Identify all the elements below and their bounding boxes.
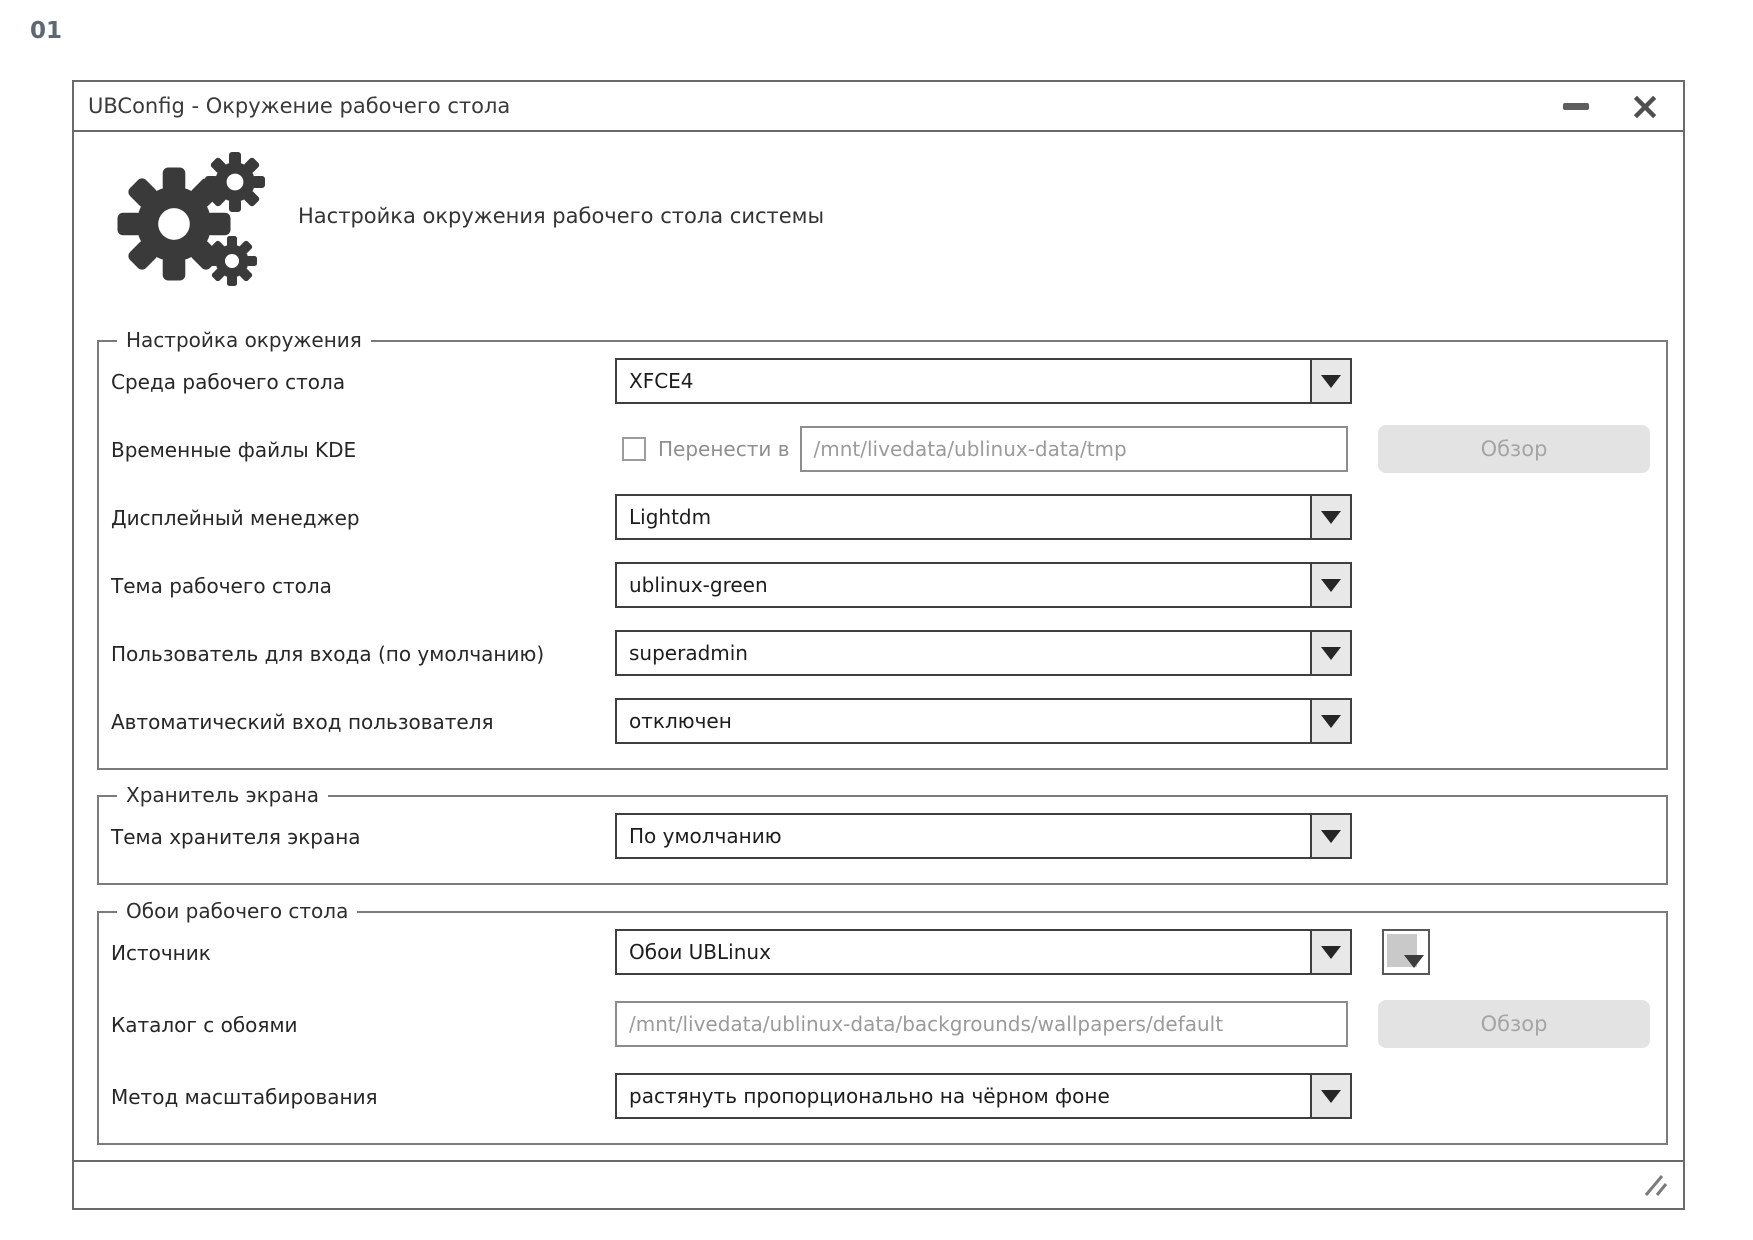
row-login-user — [111, 630, 1650, 676]
row-desktop-theme — [111, 562, 1650, 608]
minimize-icon[interactable] — [1563, 103, 1589, 110]
screensaver-theme-select[interactable] — [615, 813, 1352, 859]
row-display-manager — [111, 494, 1650, 540]
figure-number: 01 — [30, 18, 63, 44]
group-wallpaper-title: Обои рабочего стола — [117, 899, 357, 923]
kde-temp-files-label: Временные файлы KDE — [111, 438, 357, 462]
statusbar — [74, 1160, 1683, 1208]
window-content — [74, 132, 1683, 1160]
chevron-down-icon[interactable] — [1310, 700, 1350, 742]
kde-temp-path-input[interactable] — [800, 426, 1348, 472]
display-manager-select[interactable] — [615, 494, 1352, 540]
scaling-method-select[interactable] — [615, 1073, 1352, 1119]
transfer-checkbox[interactable] — [622, 437, 646, 461]
window-title: UBConfig - Окружение рабочего стола — [88, 94, 511, 118]
scaling-method-label: Метод масштабирования — [111, 1085, 378, 1109]
login-user-value: superadmin — [629, 641, 748, 665]
scaling-method-value: растянуть пропорционально на чёрном фоне — [629, 1084, 1110, 1108]
screensaver-theme-value: По умолчанию — [629, 824, 782, 848]
chevron-down-icon[interactable] — [1310, 564, 1350, 606]
chevron-down-icon[interactable] — [1310, 496, 1350, 538]
wallpaper-directory-value: /mnt/livedata/ublinux-data/backgrounds/wallpapers/default — [629, 1012, 1224, 1036]
chevron-down-icon[interactable] — [1310, 632, 1350, 674]
app-header — [112, 140, 1668, 292]
auto-login-label: Автоматический вход пользователя — [111, 710, 494, 734]
desktop-environment-select[interactable] — [615, 358, 1352, 404]
chevron-down-icon[interactable] — [1310, 360, 1350, 402]
desktop-environment-value: XFCE4 — [629, 369, 694, 393]
transfer-checkbox-label: Перенести в — [658, 437, 790, 461]
group-environment-title: Настройка окружения — [117, 328, 371, 352]
auto-login-select[interactable] — [615, 698, 1352, 744]
display-manager-value: Lightdm — [629, 505, 712, 529]
group-screensaver — [97, 783, 1668, 885]
screensaver-theme-label: Тема хранителя экрана — [111, 825, 361, 849]
auto-login-value: отключен — [629, 709, 732, 733]
row-screensaver-theme — [111, 813, 1650, 859]
color-swatch-button[interactable] — [1382, 929, 1430, 975]
desktop-theme-select[interactable] — [615, 562, 1352, 608]
row-scaling-method — [111, 1073, 1650, 1119]
row-kde-temp-files — [111, 426, 1650, 472]
chevron-down-icon[interactable] — [1310, 1075, 1350, 1117]
wallpaper-source-value: Обои UBLinux — [629, 940, 771, 964]
login-user-select[interactable] — [615, 630, 1352, 676]
chevron-down-icon — [1404, 955, 1424, 968]
desktop-theme-label: Тема рабочего стола — [111, 574, 332, 598]
close-icon[interactable]: × — [1629, 84, 1661, 128]
wallpaper-source-select[interactable] — [615, 929, 1352, 975]
gears-icon — [112, 142, 270, 290]
wallpaper-directory-input[interactable] — [615, 1001, 1348, 1047]
ubconfig-window — [72, 80, 1685, 1210]
row-wallpaper-source — [111, 929, 1650, 975]
group-screensaver-title: Хранитель экрана — [117, 783, 328, 807]
desktop-environment-label: Среда рабочего стола — [111, 370, 346, 394]
row-auto-login — [111, 698, 1650, 744]
wallpaper-directory-label: Каталог с обоями — [111, 1013, 298, 1037]
row-desktop-environment — [111, 358, 1650, 404]
group-wallpaper — [97, 899, 1668, 1145]
titlebar — [74, 82, 1683, 132]
kde-temp-path-value: /mnt/livedata/ublinux-data/tmp — [813, 437, 1127, 461]
browse-wallpaper-button[interactable]: Обзор — [1378, 1000, 1650, 1048]
chevron-down-icon[interactable] — [1310, 815, 1350, 857]
chevron-down-icon[interactable] — [1310, 931, 1350, 973]
display-manager-label: Дисплейный менеджер — [111, 506, 360, 530]
row-wallpaper-directory — [111, 1001, 1650, 1047]
desktop-theme-value: ublinux-green — [629, 573, 768, 597]
wallpaper-source-label: Источник — [111, 941, 211, 965]
header-subtitle: Настройка окружения рабочего стола системы — [298, 204, 825, 228]
group-environment — [97, 328, 1668, 770]
browse-temp-button[interactable]: Обзор — [1378, 425, 1650, 473]
login-user-label: Пользователь для входа (по умолчанию) — [111, 642, 545, 666]
resize-grip-icon[interactable] — [1639, 1172, 1669, 1198]
